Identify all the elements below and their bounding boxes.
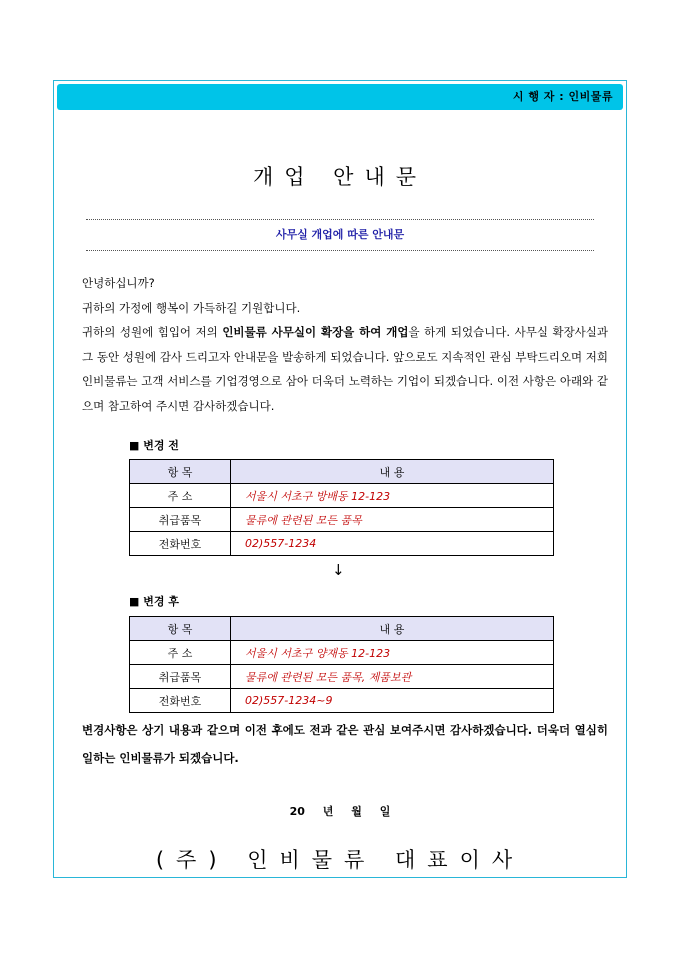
body-paragraph-end: 을 하게 되었습니다. 사무실 확장사실과 그 동안 성원에 감사 드리고자 안내문을 발송하게 되었습니다. 앞으로도 지속적인 관심 부탁드리오며 저희 인비물류는 고객 서비스를 기업경영으로 삼아 더욱더 노력하는 기업이 되겠습니다. 이전 사항은 아래와 같으며 참고하여 주시면 감사하겠습니다. (82, 325, 608, 413)
implementer-text: 시 행 자 : 인비물류 (512, 90, 613, 103)
header-content: 내 용 (231, 460, 554, 484)
row-value: 물류에 관련된 모든 품목, 제품보관 (231, 665, 554, 689)
body-paragraph-bold: 인비물류 사무실이 확장을 하여 개업 (222, 325, 409, 339)
greeting-line-2: 귀하의 가정에 행복이 가득하길 기원합니다. (82, 300, 301, 315)
row-value: 물류에 관련된 모든 품목 (231, 508, 554, 532)
row-key: 전화번호 (130, 689, 231, 713)
document-frame (53, 80, 627, 878)
before-label: ■ 변경 전 (129, 439, 179, 452)
date-line: 20 년 월 일 (289, 805, 391, 818)
after-label: ■ 변경 후 (129, 595, 179, 608)
table-header-row (130, 617, 554, 641)
document-title: 개업 안내문 (252, 165, 428, 189)
body-paragraph (82, 320, 608, 418)
row-key: 주 소 (130, 641, 231, 665)
table-header-row (130, 460, 554, 484)
table-row (130, 665, 554, 689)
table-row (130, 689, 554, 713)
row-value: 02)557-1234~9 (231, 689, 554, 713)
row-key: 전화번호 (130, 532, 231, 556)
table-row (130, 484, 554, 508)
row-key: 취급품목 (130, 665, 231, 689)
header-content: 내 용 (231, 617, 554, 641)
subtitle-box (86, 219, 594, 251)
table-row (130, 508, 554, 532)
body-paragraph-start: 귀하의 성원에 힘입어 저의 (82, 325, 223, 339)
signature: (주) 인비물류 대표이사 (155, 848, 525, 872)
notice-paragraph: 변경사항은 상기 내용과 같으며 이전 후에도 전과 같은 관심 보여주시면 감사하겠습니다. 더욱더 열심히 일하는 인비물류가 되겠습니다. (82, 723, 608, 765)
down-arrow-icon: ↓ (332, 561, 345, 579)
header-item: 항 목 (130, 460, 231, 484)
row-value: 서울시 서초구 방배동 12-123 (231, 484, 554, 508)
subtitle-text: 사무실 개업에 따른 안내문 (275, 228, 405, 241)
before-table (129, 459, 554, 556)
table-row (130, 641, 554, 665)
row-key: 주 소 (130, 484, 231, 508)
body-text (82, 271, 608, 418)
greeting-line-1: 안녕하십니까? (82, 276, 155, 290)
implementer-banner (57, 84, 623, 110)
row-value: 02)557-1234 (231, 532, 554, 556)
row-value: 서울시 서초구 양재동 12-123 (231, 641, 554, 665)
row-key: 취급품목 (130, 508, 231, 532)
after-table (129, 616, 554, 713)
header-item: 항 목 (130, 617, 231, 641)
table-row (130, 532, 554, 556)
